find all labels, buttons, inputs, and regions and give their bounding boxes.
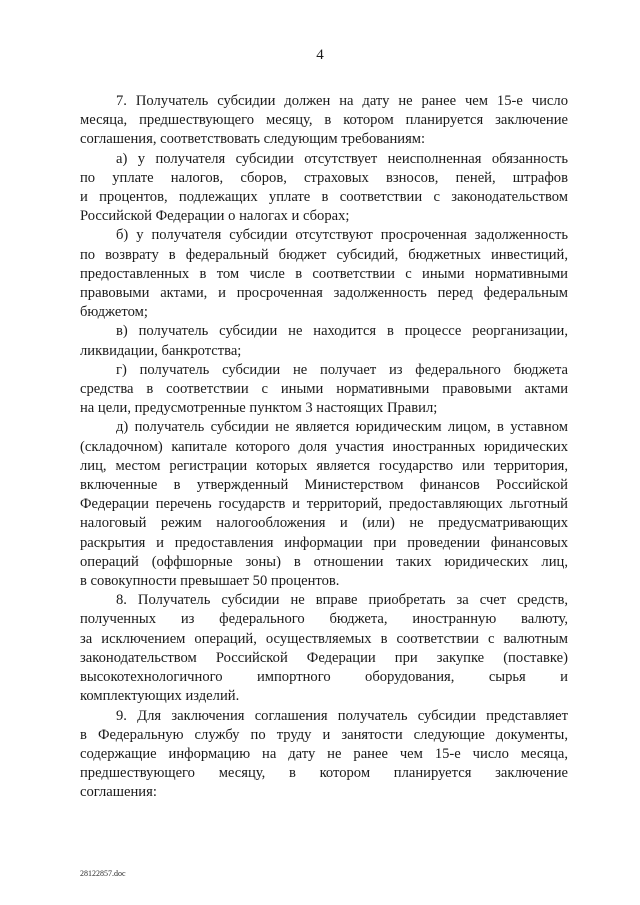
text-line: ликвидации, банкротства; [80, 342, 242, 359]
paragraph-p7g [80, 361, 568, 419]
text-line: 8. Получатель субсидии не вправе приобретать за счет средств, [116, 592, 568, 609]
document-body [80, 92, 568, 803]
text-line: законодательством Российской Федерации при закупке (поставке) [80, 649, 568, 666]
text-line: а) у получателя субсидии отсутствует неисполненная обязанность [116, 150, 568, 167]
paragraph-p7v [80, 322, 568, 360]
text-line: предоставленных в том числе в соответствии с иными нормативными [80, 265, 568, 282]
page-number: 4 [316, 47, 324, 63]
text-line: в) получатель субсидии не находится в процессе реорганизации, [116, 323, 568, 340]
paragraph-p7d [80, 418, 568, 591]
text-line: 7. Получатель субсидии должен на дату не ранее чем 15-е число [116, 93, 568, 109]
text-line: по возврату в федеральный бюджет субсидий, бюджетных инвестиций, [80, 246, 568, 263]
text-line: соглашения, соответствовать следующим требованиям: [80, 131, 426, 148]
text-line: (складочном) капитале которого доля участия иностранных юридических [80, 438, 568, 455]
text-line: б) у получателя субсидии отсутствуют просроченная задолженность [116, 227, 568, 244]
text-line: на цели, предусмотренные пунктом 3 настоящих Правил; [80, 400, 438, 417]
text-line: за исключением операций, осуществляемых в соответствии с валютным [80, 630, 568, 647]
text-line: операций (оффшорные зоны) в отношении таких юридических лиц, [80, 553, 568, 570]
text-line: включенные в утвержденный Министерством финансов Российской [80, 477, 568, 494]
text-line: бюджетом; [80, 304, 148, 321]
paragraph-p7b [80, 226, 568, 322]
text-line: в совокупности превышает 50 процентов. [80, 573, 340, 590]
paragraph-p8 [80, 591, 568, 706]
text-line: полученных из федерального бюджета, иностранную валюту, [80, 611, 568, 628]
text-line: Российской Федерации о налогах и сборах; [80, 208, 350, 225]
text-line: г) получатель субсидии не получает из федерального бюджета [116, 361, 568, 378]
text-line: месяца, предшествующего месяцу, в котором планируется заключение [80, 112, 568, 129]
paragraph-p7 [80, 92, 568, 150]
text-line: в Федеральную службу по труду и занятости следующие документы, [80, 726, 568, 743]
text-line: лиц, местом регистрации которых является государство или территория, [80, 457, 568, 474]
text-line: средства в соответствии с иными нормативными правовыми актами [80, 381, 568, 398]
text-line: налоговый режим налогообложения и (или) не предусматривающих [80, 515, 568, 532]
text-line: правовыми актами, и просроченная задолженность перед федеральным [80, 285, 568, 302]
text-line: комплектующих изделий. [80, 688, 240, 705]
footer-file-code: 28122857.doc [80, 869, 126, 878]
text-line: 9. Для заключения соглашения получатель субсидии представляет [116, 707, 568, 724]
text-line: по уплате налогов, сборов, страховых взносов, пеней, штрафов [80, 169, 568, 186]
text-line: раскрытия и предоставления информации при проведении финансовых [80, 534, 568, 551]
text-line: предшествующего месяцу, в котором планируется заключение [80, 765, 568, 782]
text-line: соглашения: [80, 784, 157, 801]
paragraph-p9 [80, 707, 568, 803]
text-line: и процентов, подлежащих уплате в соответствии с законодательством [80, 189, 568, 206]
text-line: д) получатель субсидии не является юридическим лицом, в уставном [116, 419, 568, 436]
paragraph-p7a [80, 150, 568, 227]
text-line: высокотехнологичного импортного оборудования, сырья и [80, 669, 568, 686]
text-line: содержащие информацию на дату не ранее чем 15-е число месяца, [80, 745, 568, 762]
text-line: Федерации перечень государств и территорий, предоставляющих льготный [80, 496, 568, 513]
